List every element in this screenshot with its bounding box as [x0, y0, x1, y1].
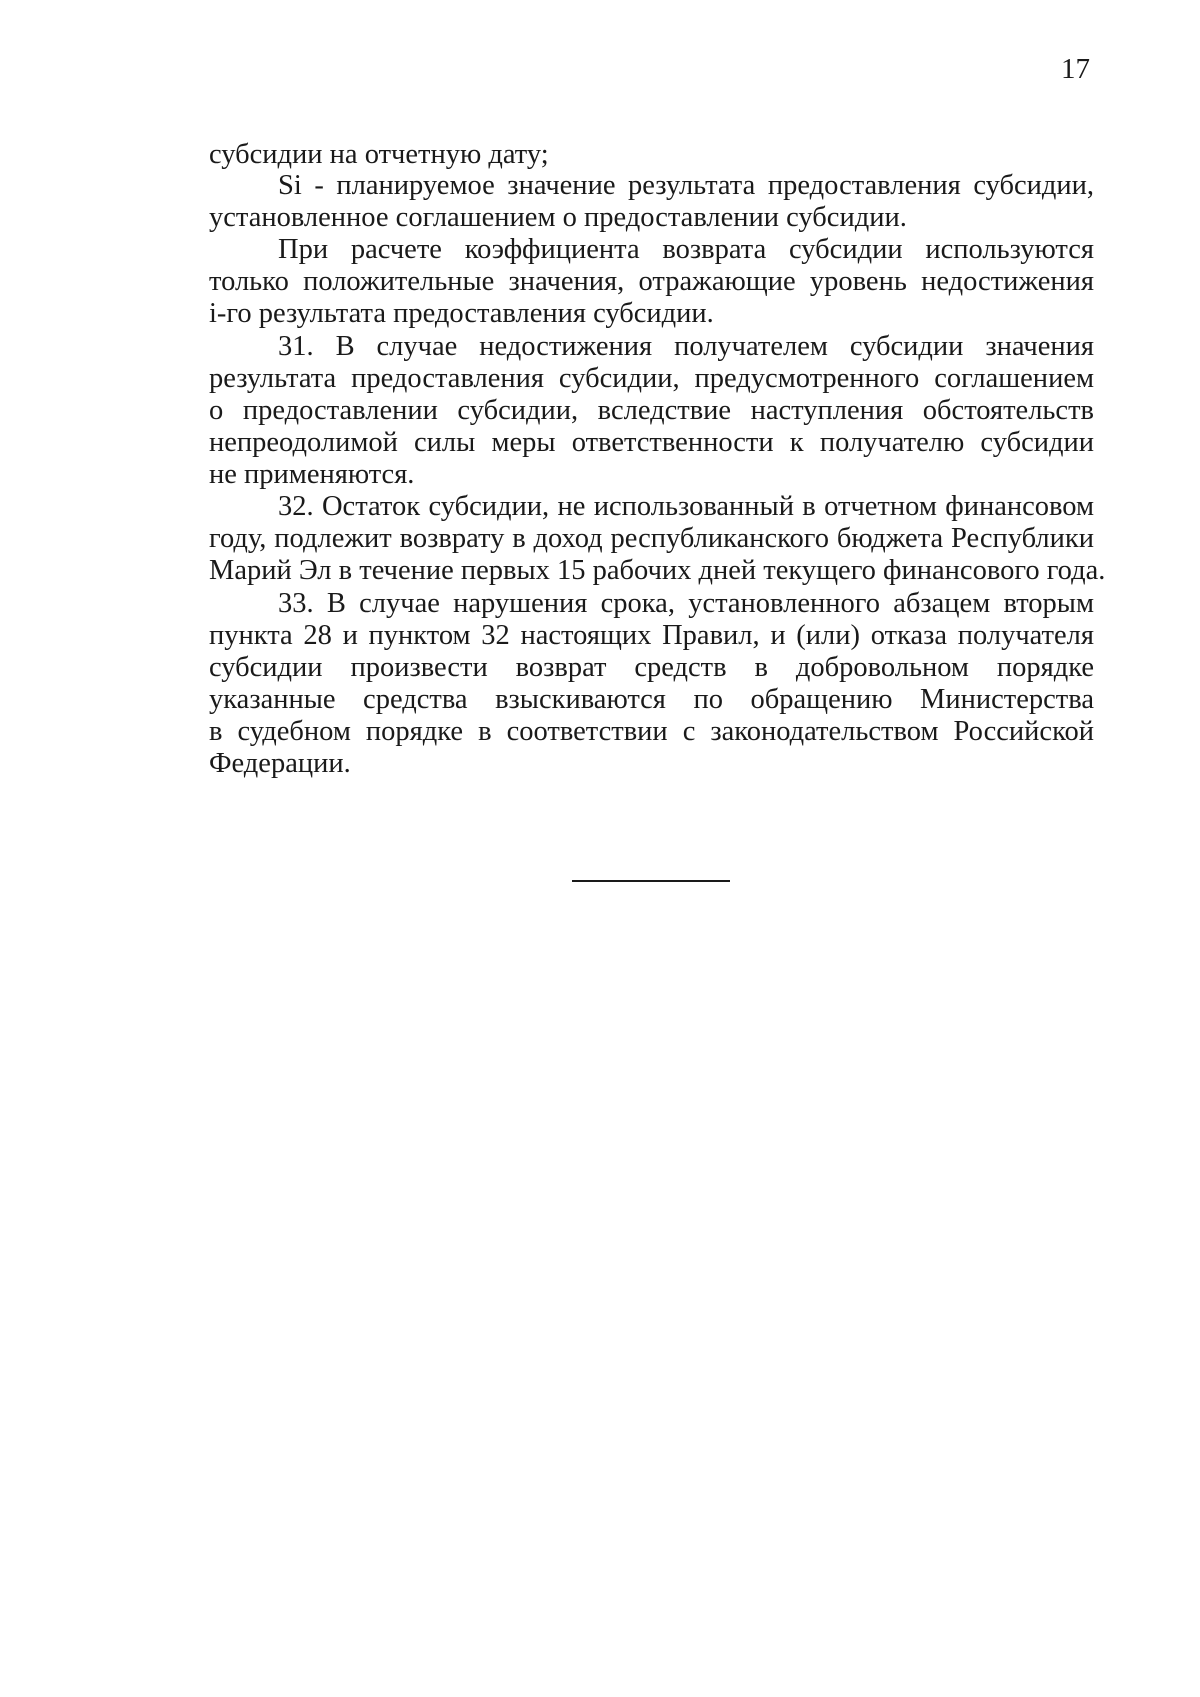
text-line: указанные средства взыскиваются по обращению Министерства	[209, 684, 1094, 715]
text-line: о предоставлении субсидии, вследствие наступления обстоятельств	[209, 395, 1094, 426]
text-line: Федерации.	[209, 748, 351, 779]
text-line: установленное соглашением о предоставлении субсидии.	[209, 202, 907, 233]
text-line: непреодолимой силы меры ответственности к получателю субсидии	[209, 427, 1094, 458]
text-line: 33. В случае нарушения срока, установленного абзацем вторым	[278, 588, 1094, 619]
text-line: не применяются.	[209, 459, 415, 490]
text-line: При расчете коэффициента возврата субсидии используются	[278, 234, 1094, 265]
page-number: 17	[1061, 53, 1090, 85]
end-separator-line	[572, 880, 730, 882]
text-line: 31. В случае недостижения получателем субсидии значения	[278, 331, 1094, 362]
text-line: в судебном порядке в соответствии с законодательством Российской	[209, 716, 1094, 747]
text-line: результата предоставления субсидии, предусмотренного соглашением	[209, 363, 1094, 394]
text-line: субсидии произвести возврат средств в добровольном порядке	[209, 652, 1094, 683]
text-line: Марий Эл в течение первых 15 рабочих дней текущего финансового года.	[209, 555, 1106, 586]
text-line: i-го результата предоставления субсидии.	[209, 298, 714, 329]
text-line: пункта 28 и пунктом 32 настоящих Правил, и (или) отказа получателя	[209, 620, 1094, 651]
text-line: только положительные значения, отражающие уровень недостижения	[209, 266, 1094, 297]
text-line: субсидии на отчетную дату;	[209, 139, 549, 170]
text-line: году, подлежит возврату в доход республиканского бюджета Республики	[209, 523, 1094, 554]
text-line: Si - планируемое значение результата предоставления субсидии,	[278, 170, 1094, 201]
text-line: 32. Остаток субсидии, не использованный в отчетном финансовом	[278, 491, 1094, 522]
